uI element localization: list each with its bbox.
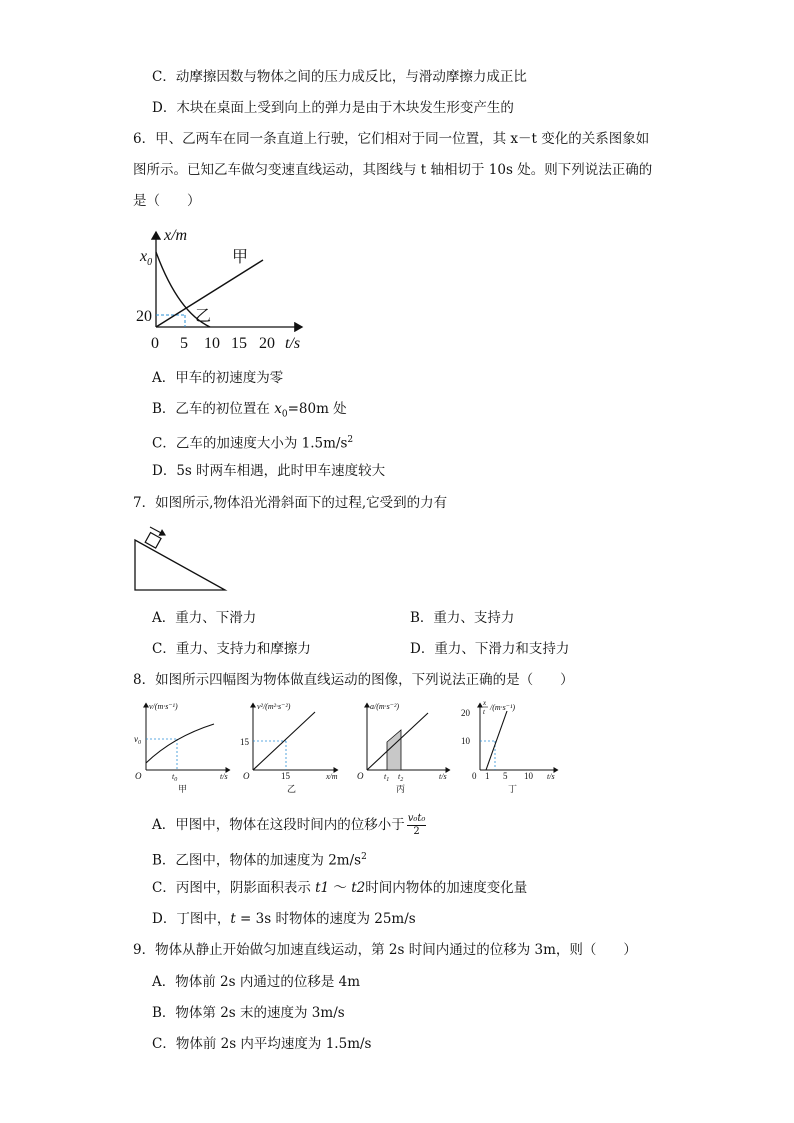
q6-tick-5: 5 — [180, 335, 188, 352]
svg-text:v²/(m²·s⁻²): v²/(m²·s⁻²) — [257, 702, 291, 711]
svg-text:t/s: t/s — [439, 772, 447, 781]
q7-option-d: D．重力、下滑力和支持力 — [410, 641, 570, 657]
q7-stem: 7．如图所示,物体沿光滑斜面下的过程,它受到的力有 — [133, 495, 448, 511]
svg-text:x: x — [483, 699, 487, 707]
q9-stem: 9．物体从静止开始做匀加速直线运动，第 2s 时间内通过的位移为 3m，则（ ） — [133, 942, 637, 958]
svg-text:丁: 丁 — [508, 784, 518, 794]
q7-option-b: B．重力、支持力 — [410, 610, 515, 626]
q6-stem-line3: 是（ ） — [133, 193, 201, 209]
svg-text:a/(m·s⁻²): a/(m·s⁻²) — [370, 702, 400, 711]
svg-text:x/m: x/m — [326, 772, 338, 781]
q6-tick-10: 10 — [204, 335, 220, 352]
svg-text:O: O — [135, 771, 142, 781]
svg-text:t1: $t_1$ — [384, 772, 390, 783]
svg-text:v/(m·s⁻¹): v/(m·s⁻¹) — [149, 702, 178, 711]
q6-option-c: C．乙车的加速度大小为 $1.5m/s^2$ — [152, 435, 354, 452]
q8-stem: 8．如图所示四幅图为物体做直线运动的图像，下列说法正确的是（ ） — [133, 672, 574, 688]
svg-text:v0: $v_0$ — [134, 734, 141, 746]
q7-option-a: A．重力、下滑力 — [152, 610, 257, 626]
svg-text:t/s: t/s — [220, 772, 228, 781]
incline-triangle — [135, 540, 225, 590]
q6-option-b: B．乙车的初位置在 $x_0=80m$ 处 — [152, 401, 347, 420]
q6-label-yi: 乙 — [195, 308, 212, 325]
q8-option-b: B．乙图中，物体的加速度为 $2m/s^2$ — [152, 852, 367, 869]
q9-option-b: B．物体第 2s 末的速度为 3m/s — [152, 1005, 345, 1021]
q6-label-jia: 甲 — [232, 249, 249, 266]
svg-text:/(m·s⁻¹): /(m·s⁻¹) — [490, 703, 516, 712]
svg-text:15: 15 — [281, 771, 290, 781]
q7-option-c: C．重力、支持力和摩擦力 — [152, 641, 311, 657]
q6-y-label: x/m — [164, 227, 188, 244]
q9-option-a: A．物体前 2s 内通过的位移是 4m — [152, 974, 361, 990]
q8-graphs — [128, 697, 578, 797]
svg-text:t0: $t_0$ — [172, 772, 178, 783]
svg-text:20: 20 — [461, 708, 470, 718]
q6-stem-line1: 6．甲、乙两车在同一条直道上行驶，它们相对于同一位置，其 x－t 变化的关系图象如 — [133, 131, 650, 147]
q6-stem-line2: 图所示。已知乙车做匀变速直线运动，其图线与 t 轴相切于 10s 处。则下列说法正确的 — [133, 162, 653, 178]
q6-tick-15: 15 — [231, 335, 247, 352]
q6-tick-20: 20 — [259, 335, 275, 352]
q6-tick-0: 0 — [151, 335, 159, 352]
block — [145, 533, 161, 548]
svg-text:t: t — [483, 708, 485, 716]
svg-text:甲: 甲 — [178, 784, 188, 794]
svg-text:1: 1 — [485, 771, 490, 781]
svg-text:t/s: t/s — [547, 772, 555, 781]
q8-option-d: D．丁图中，t = 3s 时物体的速度为 25m/s — [152, 911, 416, 927]
svg-text:t2: $t_2$ — [398, 772, 404, 783]
svg-text:15: 15 — [240, 737, 249, 747]
q6-x0-label: $x_0$ — [140, 248, 153, 268]
svg-text:10: 10 — [461, 736, 470, 746]
q7-incline-figure — [128, 524, 232, 594]
q5-option-d: D．木块在桌面上受到向上的弹力是由于木块发生形变产生的 — [152, 100, 514, 116]
svg-text:5: 5 — [503, 771, 508, 781]
q6-x-label: t/s — [285, 335, 301, 352]
q8-option-c: C．丙图中，阴影面积表示 t1 ～ t2时间内物体的加速度变化量 — [152, 880, 528, 896]
svg-text:乙: 乙 — [287, 784, 297, 794]
q6-xt-graph — [130, 220, 320, 360]
graph-jia — [134, 702, 230, 794]
svg-text:O: O — [357, 771, 364, 781]
q6-option-a: A．甲车的初速度为零 — [152, 370, 284, 386]
svg-text:10: 10 — [524, 771, 533, 781]
q6-option-d: D．5s 时两车相遇，此时甲车速度较大 — [152, 463, 386, 479]
q8-option-a: A．甲图中，物体在这段时间内的位移小于 $\frac{\text{v₀t₀}}{2}$ — [152, 813, 426, 837]
svg-text:丙: 丙 — [396, 784, 406, 794]
svg-text:0: 0 — [472, 771, 477, 781]
q9-option-c: C．物体前 2s 内平均速度为 1.5m/s — [152, 1036, 372, 1052]
graph-ding — [461, 699, 558, 794]
graph-bing — [357, 702, 450, 794]
svg-text:O: O — [243, 771, 250, 781]
graph-yi — [240, 702, 338, 794]
q5-option-c: C．动摩擦因数与物体之间的压力成反比，与滑动摩擦力成正比 — [152, 69, 527, 85]
q6-y20-label: 20 — [136, 308, 152, 325]
